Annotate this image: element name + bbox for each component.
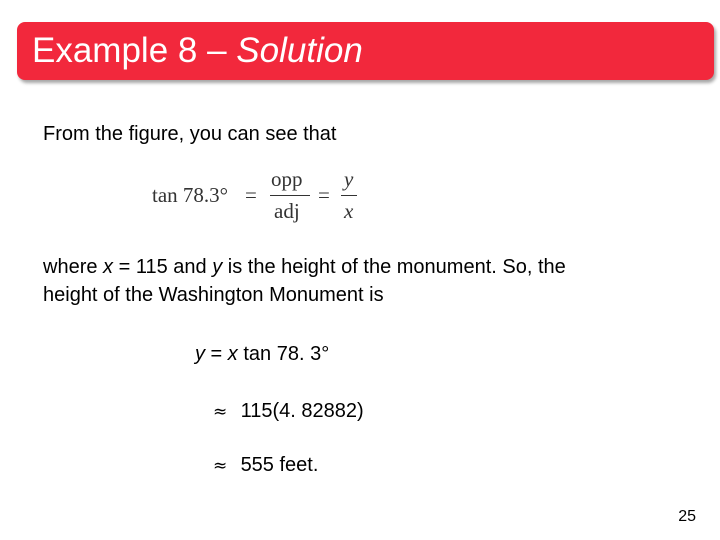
title-italic: Solution: [236, 31, 363, 70]
slide-title: [32, 31, 363, 71]
title-banner: [17, 22, 714, 80]
body-line-1: [43, 256, 566, 279]
body-line-2: height of the Washington Monument is: [43, 284, 384, 306]
step-1-rest: tan 78. 3°: [237, 343, 330, 365]
fraction-numerator-y: y: [344, 167, 354, 191]
variable-x: x: [103, 256, 114, 278]
fraction-bar-2: [341, 195, 357, 196]
body-text: = 115 and: [113, 256, 213, 278]
equation-equals-1: =: [245, 183, 257, 207]
variable-y: y: [212, 256, 223, 278]
approx-symbol: ≈: [213, 456, 228, 476]
equation-lhs: tan 78.3°: [152, 183, 229, 207]
approx-symbol: ≈: [213, 402, 228, 422]
intro-text: From the figure, you can see that: [43, 123, 337, 145]
variable-x: x: [227, 343, 238, 365]
fraction-bar-1: [270, 195, 310, 196]
step-2-value: 115(4. 82882): [240, 400, 364, 422]
page-number: 25: [678, 508, 696, 525]
step-3: [213, 454, 318, 477]
fraction-numerator-opp: opp: [271, 167, 303, 191]
equation-equals-2: =: [318, 183, 330, 207]
body-text: where: [43, 256, 104, 278]
step-equals: =: [205, 343, 228, 365]
step-1: [195, 343, 329, 366]
fraction-denominator-adj: adj: [274, 199, 300, 223]
body-text: is the height of the monument. So, the: [222, 256, 566, 278]
fraction-denominator-x: x: [344, 199, 354, 223]
step-3-value: 555 feet.: [240, 454, 319, 476]
step-2: [213, 400, 364, 423]
equation: [150, 165, 380, 225]
variable-y: y: [195, 343, 205, 365]
title-main: Example 8 –: [32, 31, 227, 70]
